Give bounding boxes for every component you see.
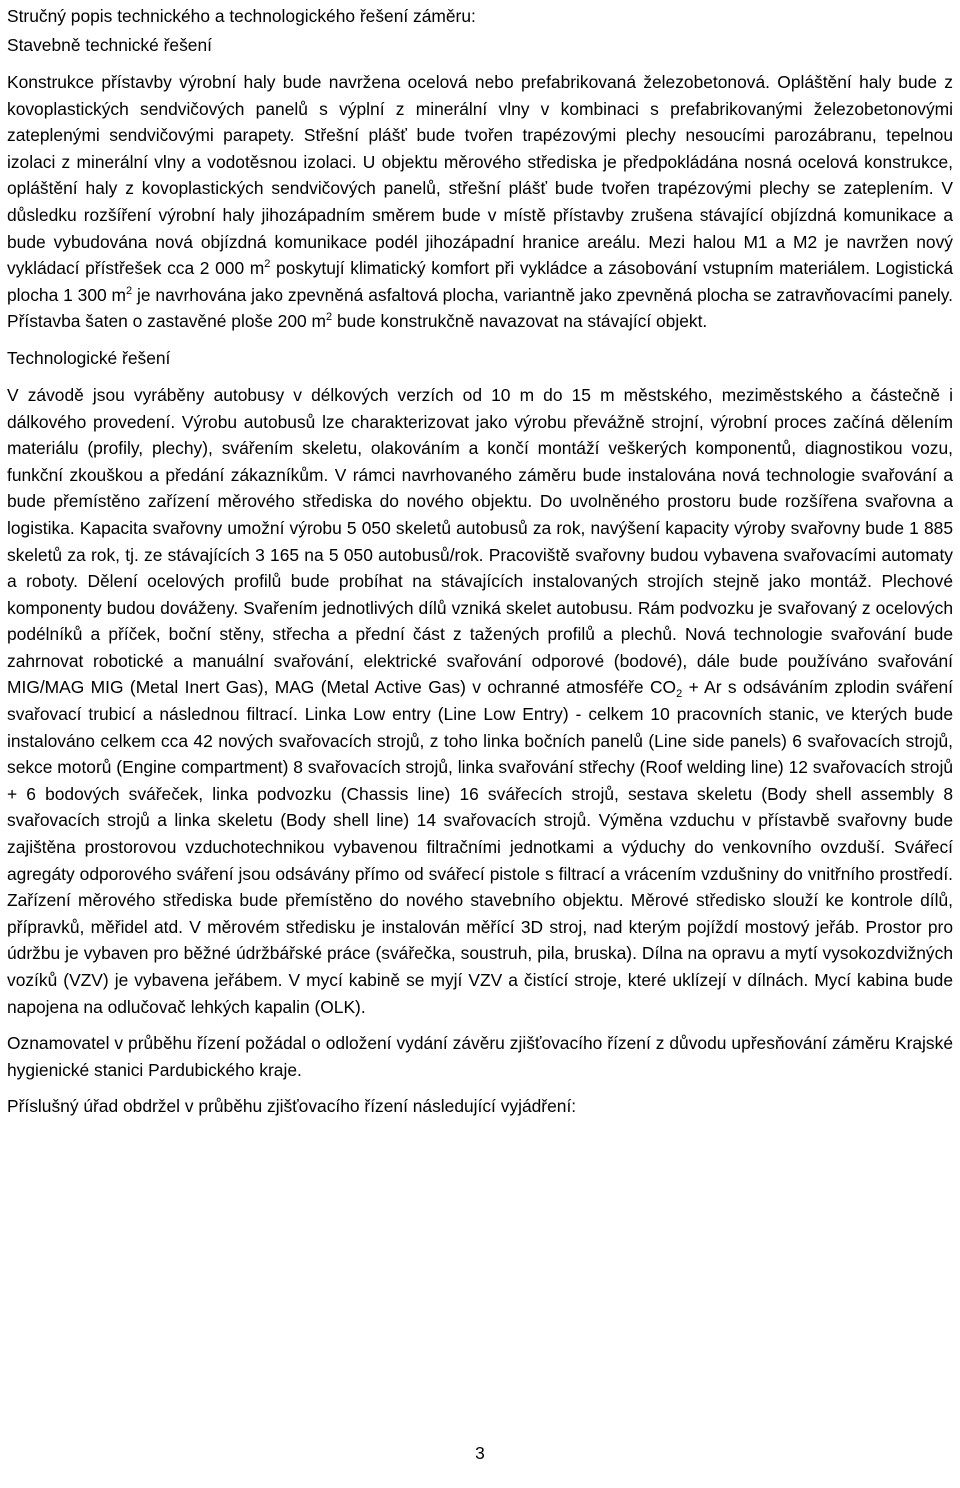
building-heading: Stavebně technické řešení	[7, 35, 212, 55]
spacer	[7, 1020, 953, 1030]
technology-text-2: + Ar s odsáváním zplodin sváření svařovací trubicí a následnou filtrací. Linka Low entry (Line Low Entry) - celkem 10 pracovních stanic, ve kterých bude instalováno celkem cca 42 nových svařovacích strojů, z toho linka bočních panelů (Line side panels) 6 svařovacích strojů, sekce motorů (Engine compartment) 8 svařovacích strojů, linka svařování střechy (Roof welding line) 12 svařovacích strojů + 6 bodových svářeček, linka podvozku (Chassis line) 16 svářecích strojů, sestava skeletu (Body shell assembly 8 svařovacích strojů a linka skeletu (Body shell line) 14 svařovacích strojů. Výměna vzduchu v přístavbě svařovny bude zajištěna prostorovou vzduchotechnikou vybavenou filtračními jednotkami a výduchy do venkovního ovzduší. Svářecí agregáty odporového sváření jsou odsávány přímo od svářecí pistole s filtrací a vrácením vzdušniny do vnitřního prostředí. Zařízení měrového střediska bude přemístěno do nového stavebního objektu. Měrové středisko slouží ke kontrole dílů, přípravků, měřidel atd. V měrovém středisku je instalován měřící 3D stroj, nad kterým pojíždí mostový jeřáb. Prostor pro údržbu je vybaven pro běžné údržbářské práce (svářečka, soustruh, pila, bruska). Dílna na opravu a mytí vysokozdvižných vozíků (VZV) je vybavena jeřábem. V mycí kabině se myjí VZV a čistící stroje, které uklízejí v dílnách. Mycí kabina bude napojena na odlučovač lehkých kapalin (OLK).	[7, 677, 953, 1017]
superscript: 2	[126, 284, 133, 297]
page-number: 3	[475, 1443, 485, 1463]
closing-line: Příslušný úřad obdržel v průběhu zjišťovacího řízení následující vyjádření:	[7, 1096, 577, 1117]
notice-paragraph: Oznamovatel v průběhu řízení požádal o odložení vydání závěru zjišťovacího řízení z důvodu upřesňování záměru Krajské hygienické stanici Pardubického kraje.	[7, 1033, 953, 1080]
building-text-4: bude konstrukčně navazovat na stávající objekt.	[332, 311, 708, 332]
spacer	[7, 373, 953, 382]
subscript: 2	[676, 688, 683, 701]
building-text-3: je navrhována jako zpevněná asfaltová plocha, variantně jako zpevněná plocha se zatravňovacími panely. Přístavba šaten o zastavěné ploše 200 m	[7, 284, 953, 332]
technology-paragraph	[7, 382, 953, 1020]
superscript: 2	[326, 311, 333, 324]
spacer	[7, 1083, 953, 1093]
building-text-1: Konstrukce přístavby výrobní haly bude navržena ocelová nebo prefabrikovaná železobetonová. Opláštění haly bude z kovoplastických sendvičových panelů s výplní z minerální vlny v kombinaci s prefabrikovanými železobetonovými zateplenými sendvičovými parapety. Střešní plášť bude tvořen trapézovými plechy nesoucími parozábranu, tepelnou izolaci z minerální vlny a vodotěsnou izolaci. U objektu měrového střediska je předpokládána nosná ocelová konstrukce, opláštění haly z kovoplastických sendvičových panelů, střešní plášť bude tvořen trapézovými plechy se zateplením. V důsledku rozšíření výrobní haly jihozápadním směrem bude v místě přístavby zrušena stávající objízdná komunikace a bude vybudována nová objízdná komunikace podél jihozápadní hranice areálu. Mezi halou M1 a M2 je navržen nový vykládací přístřešek cca 2 000 m	[7, 72, 953, 279]
superscript: 2	[264, 258, 271, 271]
building-paragraph	[7, 69, 953, 335]
technology-text-1: V závodě jsou vyráběny autobusy v délkových verzích od 10 m do 15 m městského, meziměstského a částečně i dálkového provedení. Výrobu autobusů lze charakterizovat jako výrobu převážně strojní, výrobní proces začíná dělením materiálu (profily, plechy), svářením skeletu, olakováním a končí montáží veškerých komponentů, diagnostikou vozu, funkční zkouškou a předání zákazníkům. V rámci navrhovaného záměru bude instalována nová technologie svařování a bude přemístěno zařízení měrového střediska do nového objektu. Do uvolněného prostoru bude rozšířena svařovna a logistika. Kapacita svařovny umožní výrobu 5 050 skeletů autobusů za rok, navýšení kapacity výroby svařovny bude 1 885 skeletů za rok, tj. ze stávajících 3 165 na 5 050 autobusů/rok. Pracoviště svařovny budou vybavena svařovacími automaty a roboty. Dělení ocelových profilů bude probíhat na stávajících instalovaných strojích stejně jako montáž. Plechové komponenty budou dováženy. Svařením jednotlivých dílů vzniká skelet autobusu. Rám podvozku je svařovaný z ocelových podélníků a příček, boční stěny, střecha a přední část z tažených profilů a plechů. Nová technologie svařování bude zahrnovat robotické a manuální svařování, elektrické svařování odporové (bodové), dále bude používáno svařování MIG/MAG MIG (Metal Inert Gas), MAG (Metal Active Gas) v ochranné atmosféře CO	[7, 384, 953, 698]
main-heading: Stručný popis technického a technologického řešení záměru:	[7, 6, 476, 26]
spacer	[7, 335, 953, 344]
technology-heading: Technologické řešení	[7, 347, 171, 368]
spacer	[7, 60, 953, 69]
building-text-2: poskytují klimatický komfort při vykládce a zásobování vstupním materiálem. Logistická plocha 1 300 m	[7, 258, 953, 305]
